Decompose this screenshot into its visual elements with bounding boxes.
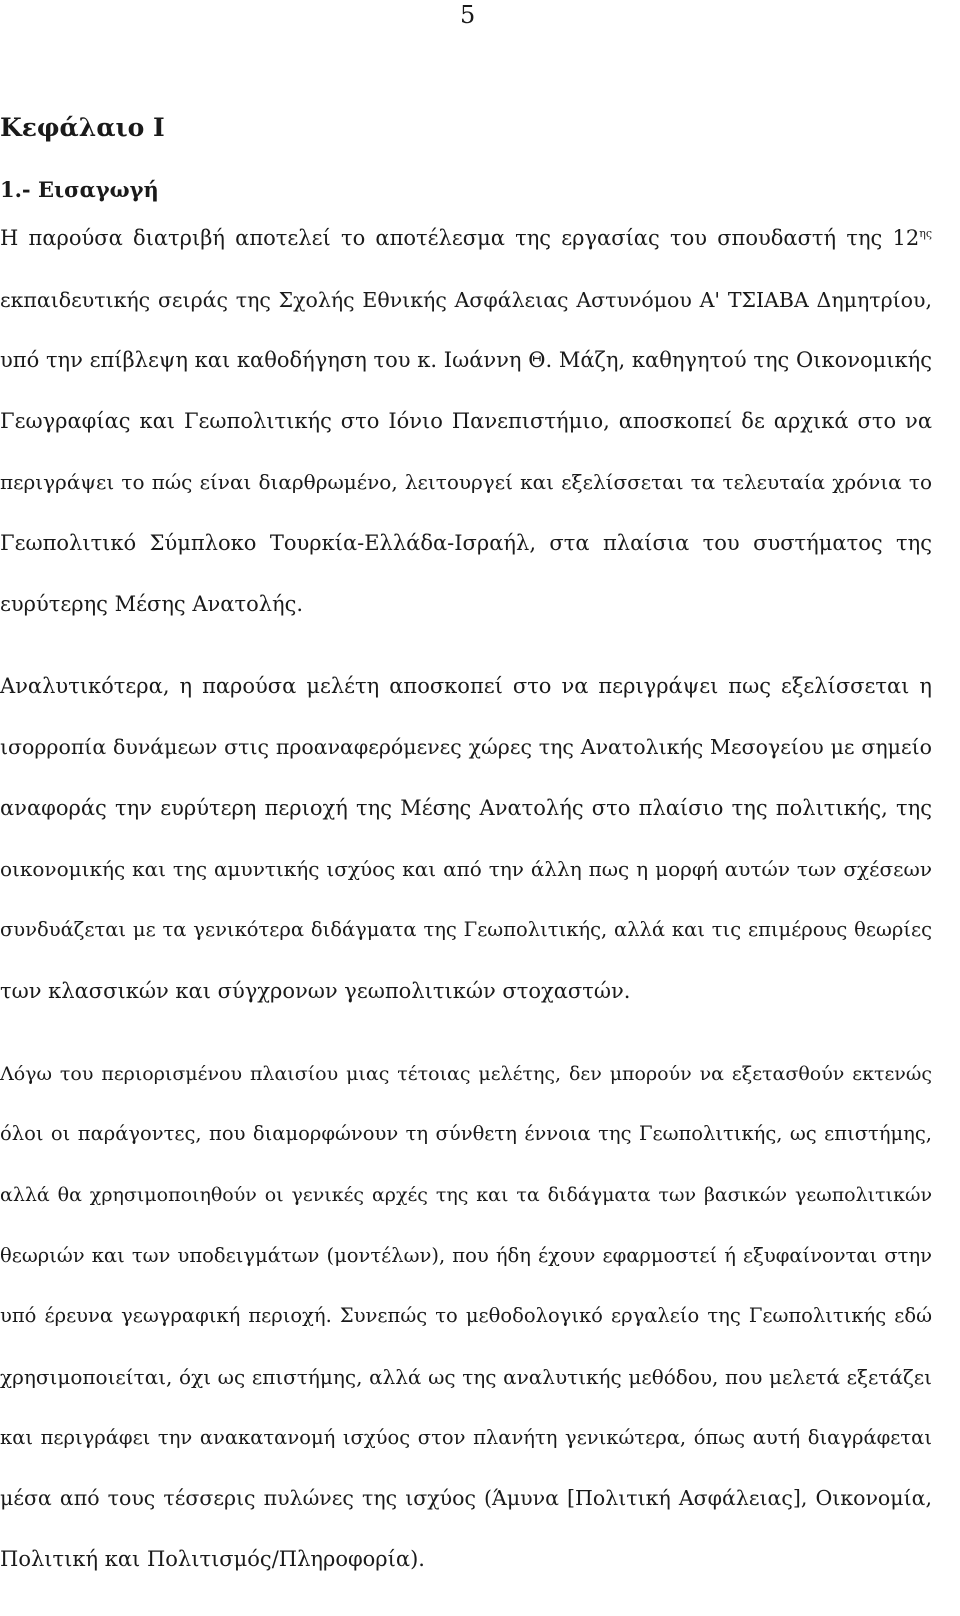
- text-line: αναφοράς την ευρύτερη περιοχή της Μέσης Ανατολής στο πλαίσιο της πολιτικής, της: [0, 796, 932, 820]
- text-line: υπό έρευνα γεωγραφική περιοχή. Συνεπώς το μεθοδολογικό εργαλείο της Γεωπολιτικής εδώ: [0, 1304, 932, 1327]
- text-line: Η παρούσα διατριβή αποτελεί το αποτέλεσμα της εργασίας του σπουδαστή της $12^{\eta\varsigma}$: [0, 226, 932, 250]
- text-line: Γεωγραφίας και Γεωπολιτικής στο Ιόνιο Πανεπιστήμιο, αποσκοπεί δε αρχικά στο να: [0, 409, 932, 433]
- text-line: Γεωπολιτικό Σύμπλοκο Τουρκία-Ελλάδα-Ισραήλ, στα πλαίσια του συστήματος της: [0, 531, 932, 555]
- text-line: ευρύτερης Μέσης Ανατολής.: [0, 592, 304, 616]
- text-line: Πολιτική και Πολιτισμός/Πληροφορία).: [0, 1547, 425, 1571]
- text-line: θεωριών και των υποδειγμάτων (μοντέλων), που ήδη έχουν εφαρμοστεί ή εξυφαίνονται στην: [0, 1244, 932, 1267]
- text-line: οικονομικής και της αμυντικής ισχύος και από την άλλη πως η μορφή αυτών των σχέσεων: [0, 857, 932, 881]
- text-line: μέσα από τους τέσσερις πυλώνες της ισχύος (Άμυνα [Πολιτική Ασφάλειας], Οικονομία,: [0, 1486, 932, 1510]
- text-line: των κλασσικών και σύγχρονων γεωπολιτικών στοχαστών.: [0, 979, 631, 1003]
- text-line: υπό την επίβλεψη και καθοδήγηση του κ. Ιωάννη Θ. Μάζη, καθηγητού της Οικονομικής: [0, 348, 932, 372]
- text-line: και περιγράφει την ανακατανομή ισχύος στον πλανήτη γενικώτερα, όπως αυτή διαγράφεται: [0, 1426, 932, 1449]
- superscript: ης: [919, 227, 932, 240]
- text-line: ισορροπία δυνάμεων στις προαναφερόμενες χώρες της Ανατολικής Μεσογείου με σημείο: [0, 735, 932, 759]
- text-line: περιγράψει το πώς είναι διαρθρωμένο, λειτουργεί και εξελίσσεται τα τελευταία χρόνια το: [0, 470, 932, 494]
- text-line: συνδυάζεται με τα γενικότερα διδάγματα της Γεωπολιτικής, αλλά και τις επιμέρους θεωρίες: [0, 918, 932, 941]
- text-line: Λόγω του περιορισμένου πλαισίου μιας τέτοιας μελέτης, δεν μπορούν να εξετασθούν εκτενώς: [0, 1063, 932, 1085]
- text-line: όλοι οι παράγοντες, που διαμορφώνουν τη σύνθετη έννοια της Γεωπολιτικής, ως επιστήμης,: [0, 1122, 932, 1145]
- text-line: εκπαιδευτικής σειράς της Σχολής Εθνικής Ασφάλειας Αστυνόμου Α' ΤΣΙΑΒΑ Δημητρίου,: [0, 288, 932, 312]
- text-line: χρησιμοποιείται, όχι ως επιστήμης, αλλά ως της αναλυτικής μεθόδου, που μελετά εξετάζει: [0, 1365, 932, 1389]
- text-line: αλλά θα χρησιμοποιηθούν οι γενικές αρχές της και τα διδάγματα των βασικών γεωπολιτικών: [0, 1184, 932, 1206]
- text-line: Αναλυτικότερα, η παρούσα μελέτη αποσκοπεί στο να περιγράψει πως εξελίσσεται η: [0, 674, 932, 698]
- page-number: 5: [460, 1, 476, 29]
- section-title: 1.- Εισαγωγή: [0, 177, 159, 202]
- chapter-title: Κεφάλαιο Ι: [0, 113, 165, 142]
